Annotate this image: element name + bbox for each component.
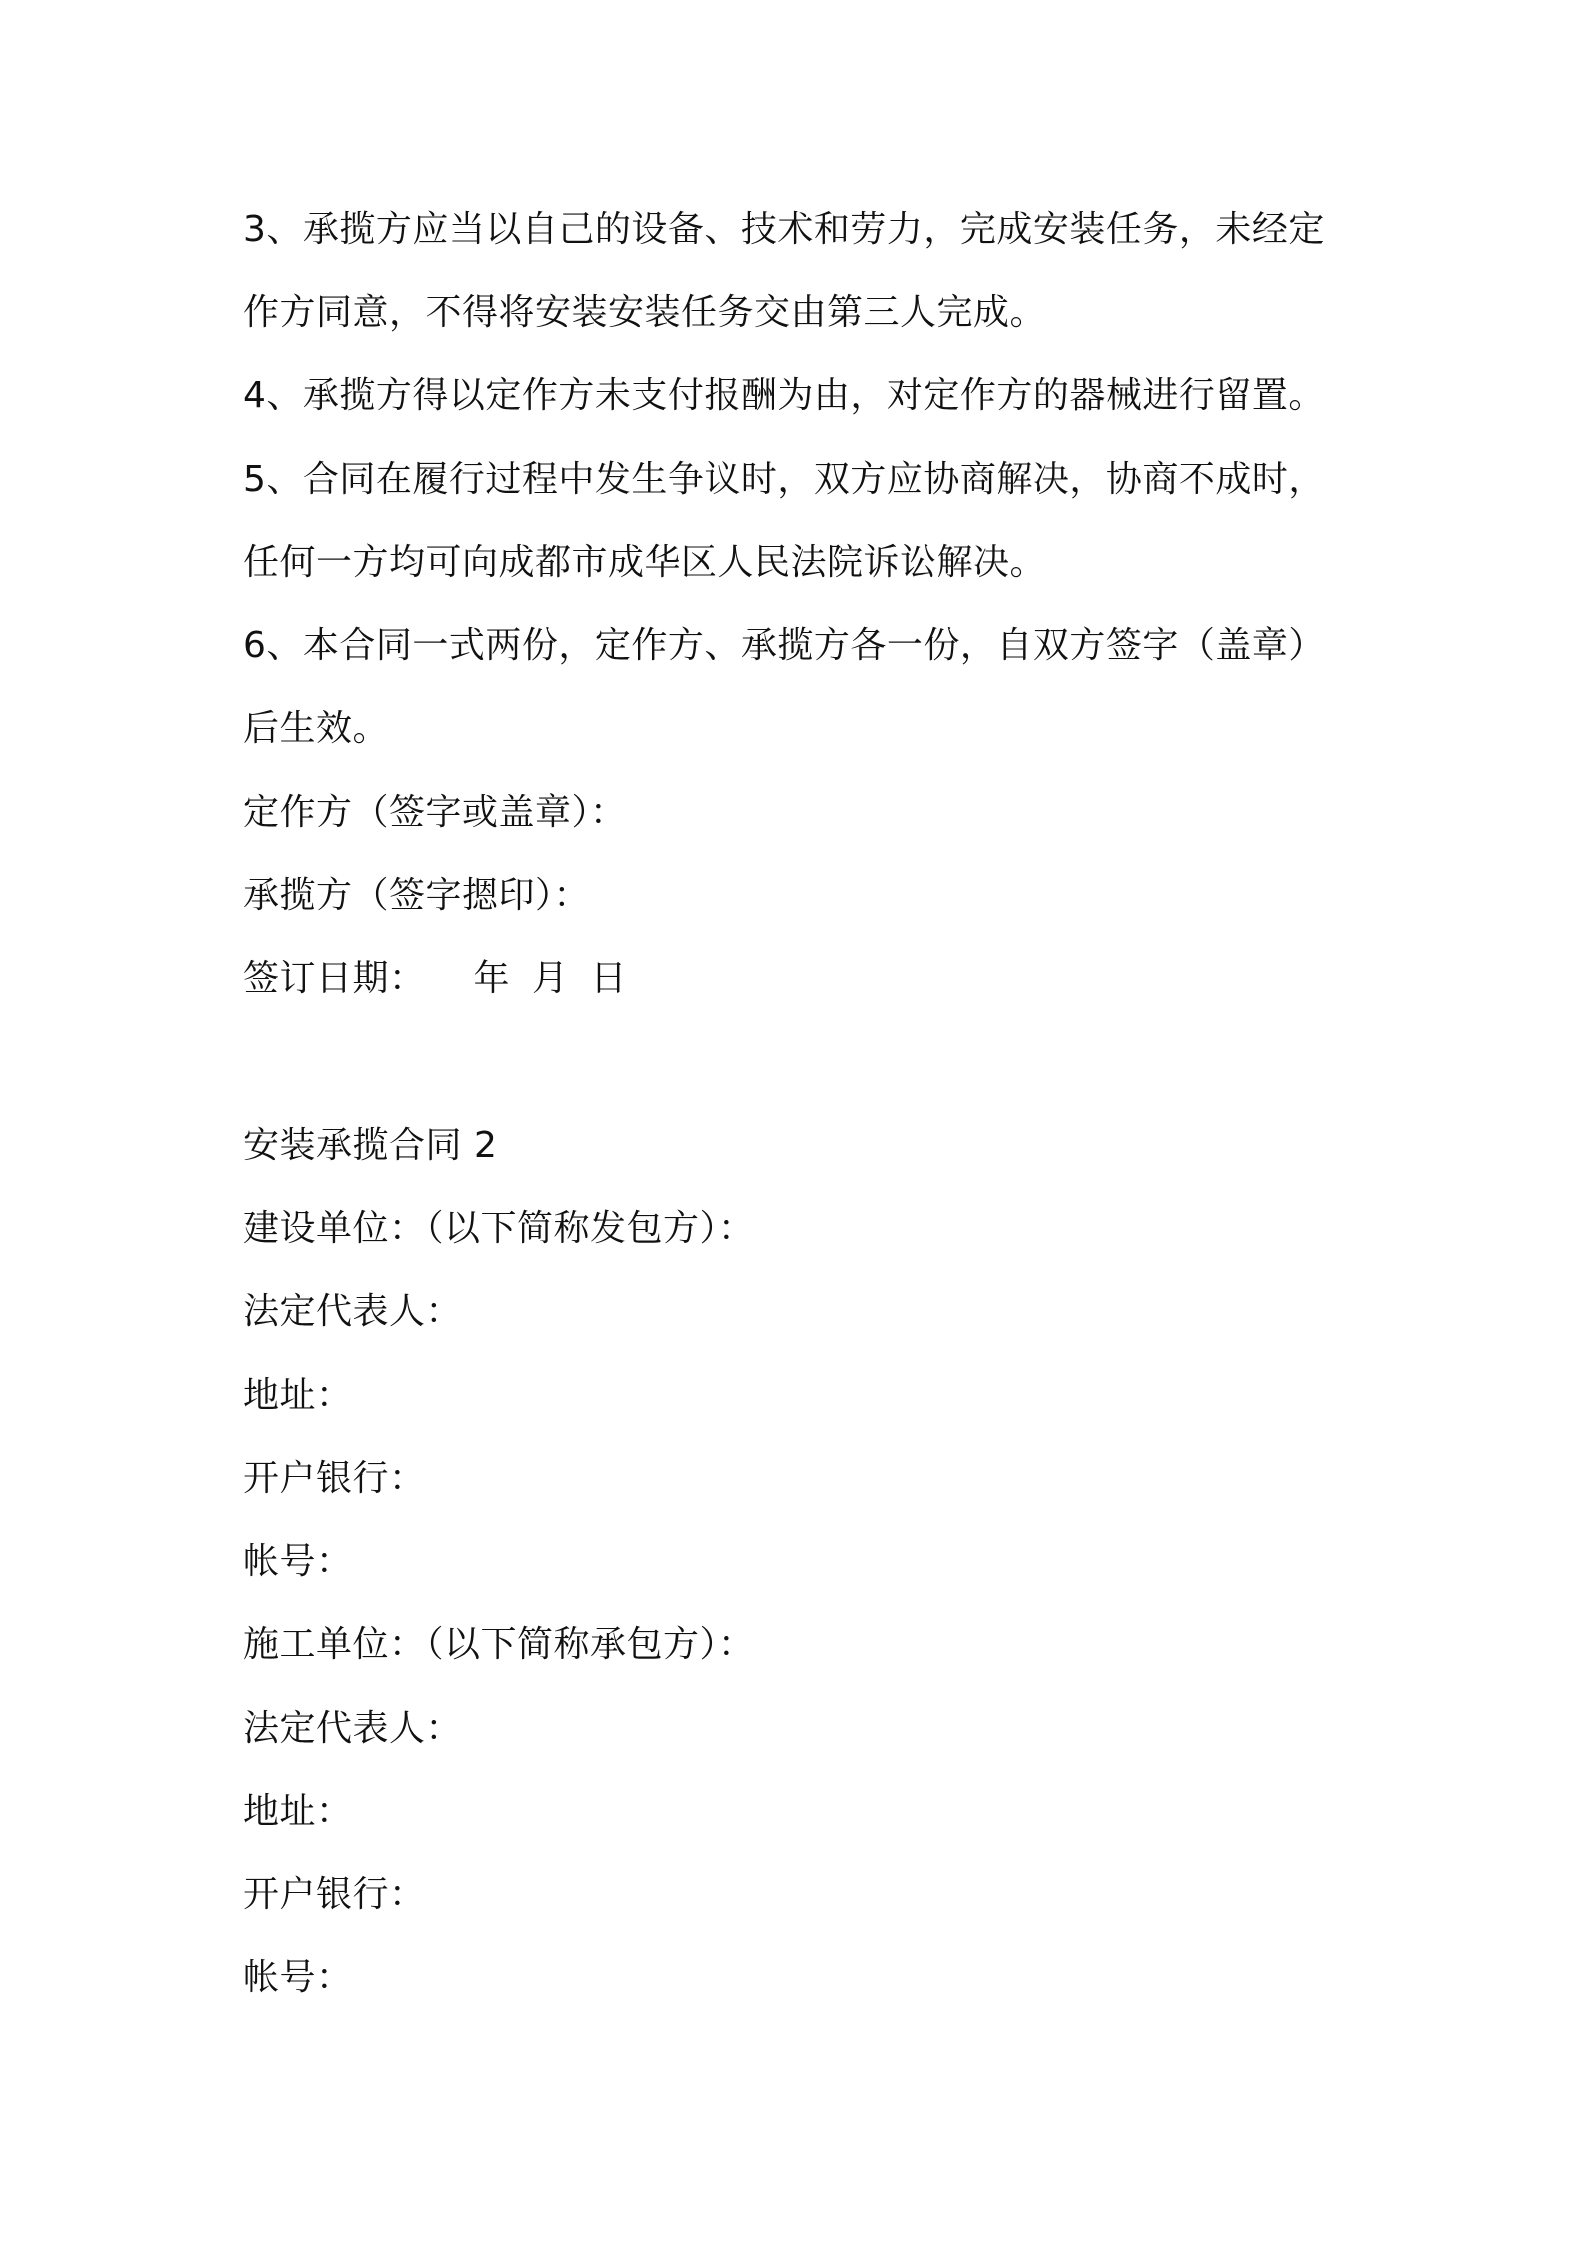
employer-address-field: 地址： [243,1375,353,1416]
ordering-party-signature: 定作方（签字或盖章）： [243,792,627,833]
employer-unit-field: 建设单位：（以下简称发包方）： [243,1208,755,1249]
clause-3-line-1: 3、承揽方应当以自己的设备、技术和劳力，完成安装任务，未经定 [243,209,1325,250]
clause-3-line-2: 作方同意，不得将安装安装任务交由第三人完成。 [243,292,1047,333]
date-year: 年 [473,958,511,999]
employer-account-field: 帐号： [243,1541,353,1582]
contractor-legal-representative-field: 法定代表人： [243,1708,463,1749]
contractor-address-field: 地址： [243,1791,353,1832]
employer-bank-field: 开户银行： [243,1458,426,1499]
clause-4: 4、承揽方得以定作方未支付报酬为由，对定作方的器械进行留置。 [243,375,1325,416]
contractor-account-field: 帐号： [243,1957,353,1998]
clause-5-line-2: 任何一方均可向成都市成华区人民法院诉讼解决。 [243,542,1047,583]
clause-5-line-1: 5、合同在履行过程中发生争议时，双方应协商解决，协商不成时， [243,459,1325,500]
date-day: 日 [590,958,628,999]
contractor-bank-field: 开户银行： [243,1874,426,1915]
employer-legal-representative-field: 法定代表人： [243,1291,463,1332]
clause-6-line-2: 后生效。 [243,708,390,749]
signing-date [243,954,1363,1004]
date-label: 签订日期： [243,958,426,999]
construction-unit-field: 施工单位：（以下简称承包方）： [243,1624,755,1665]
contract-2-title: 安装承揽合同 2 [243,1125,498,1166]
contractor-signature: 承揽方（签字摁印）： [243,875,591,916]
clause-6-line-1: 6、本合同一式两份，定作方、承揽方各一份，自双方签字（盖章） [243,625,1325,666]
date-month: 月 [532,958,569,999]
